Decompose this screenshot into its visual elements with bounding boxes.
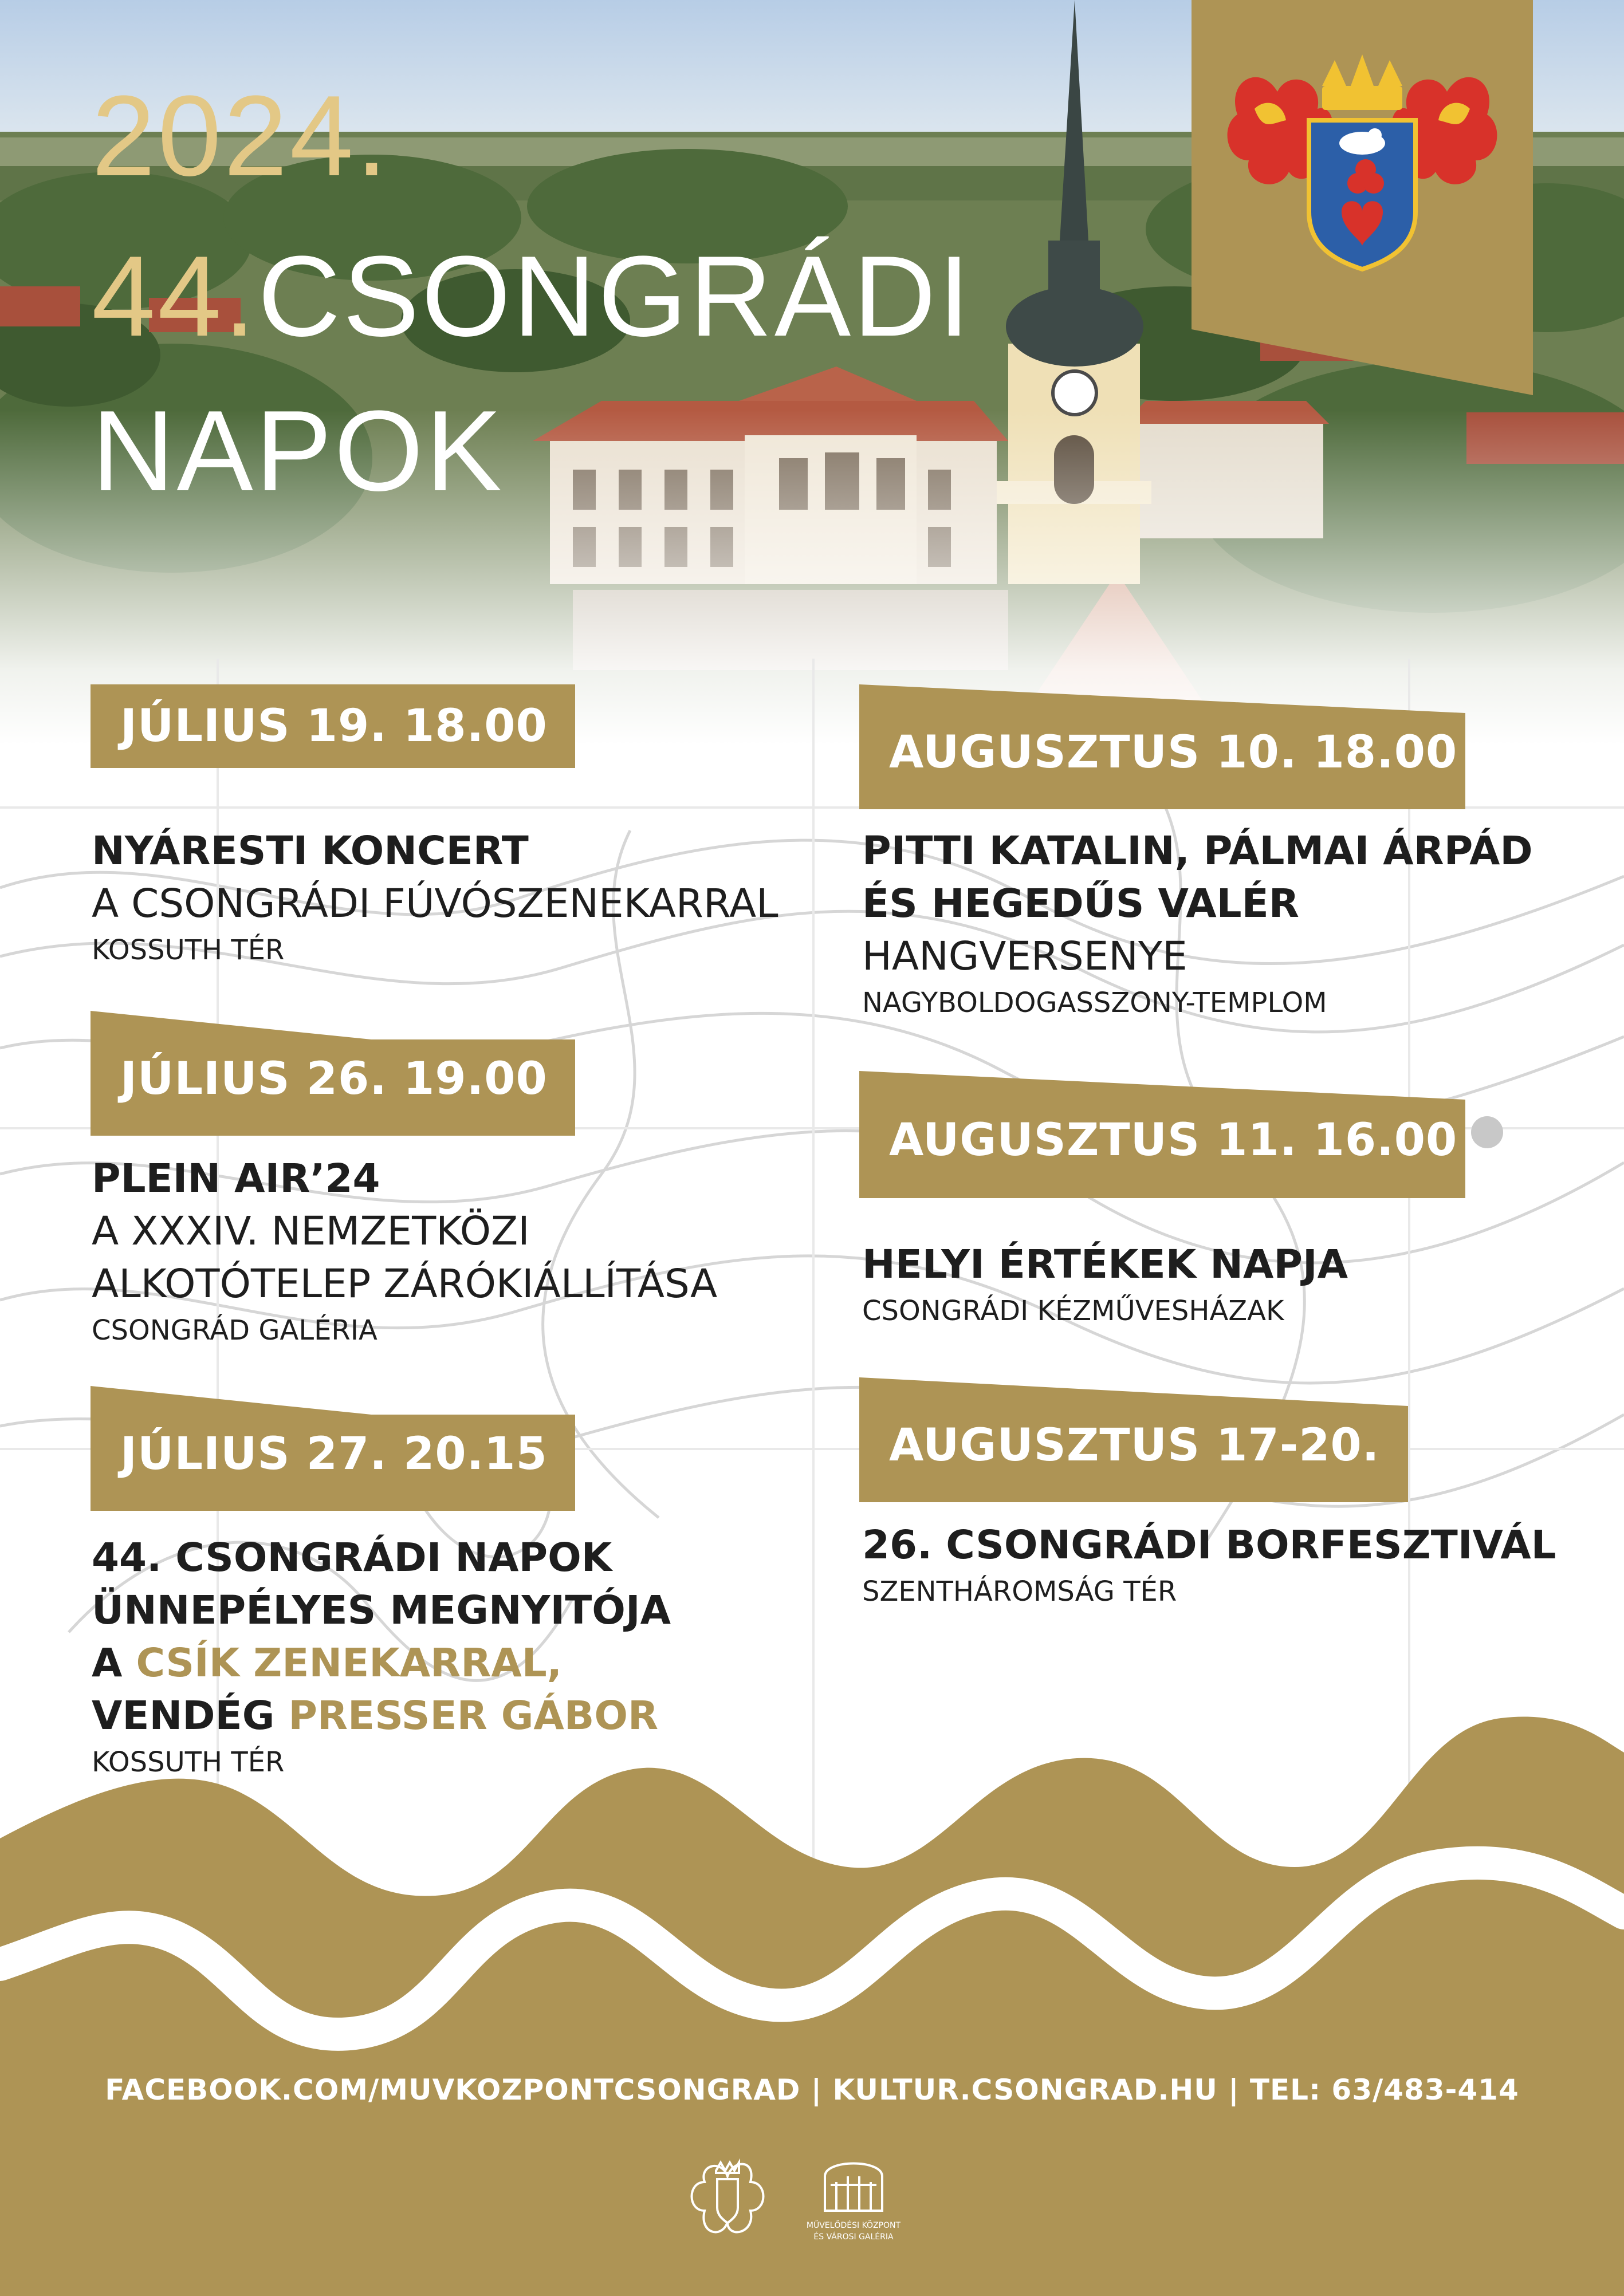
title-word: CSONGRÁDI: [258, 233, 973, 360]
event-venue: SZENTHÁROMSÁG TÉR: [862, 1576, 1177, 1608]
footer-contact: FACEBOOK.COM/MUVKOZPONTCSONGRAD | KULTUR.CSONGRAD.HU | TEL: 63/483-414: [105, 2073, 1519, 2106]
logo-caption-2: ÉS VÁROSI GALÉRIA: [813, 2232, 894, 2242]
coat-of-arms-panel: [1192, 0, 1533, 395]
event-subtitle: ALKOTÓTELEP ZÁRÓKIÁLLÍTÁSA: [92, 1261, 718, 1307]
event-title: ÜNNEPÉLYES MEGNYITÓJA: [92, 1588, 671, 1633]
date-banner-4: [859, 684, 1465, 809]
event-subtitle: HANGVERSENYE: [862, 934, 1187, 979]
footer-logos: [687, 2153, 951, 2251]
event-date: JÚLIUS 27. 20.15: [120, 1428, 548, 1480]
title-number: 44.: [92, 233, 258, 360]
event-6: [862, 1519, 1556, 1612]
event-title: 44. CSONGRÁDI NAPOK: [92, 1535, 612, 1581]
date-banner-2: [91, 1011, 575, 1136]
event-title: HELYI ÉRTÉKEK NAPJA: [862, 1242, 1348, 1287]
title-line-2: [92, 233, 973, 360]
coat-of-arms-icon: [1192, 0, 1533, 395]
date-banner-5: [859, 1071, 1465, 1198]
event-4: [862, 825, 1533, 1023]
cultural-center-logo-icon: [825, 2164, 882, 2211]
event-date: AUGUSZTUS 10. 18.00: [889, 727, 1458, 778]
event-title: 26. CSONGRÁDI BORFESZTIVÁL: [862, 1522, 1556, 1568]
event-date: JÚLIUS 19. 18.00: [120, 700, 548, 752]
title-line-3: NAPOK: [92, 387, 505, 515]
event-date: JÚLIUS 26. 19.00: [120, 1053, 548, 1105]
event-1: [92, 825, 778, 970]
event-date: AUGUSZTUS 11. 16.00: [889, 1114, 1458, 1166]
date-banner-6: [859, 1377, 1408, 1502]
town-crest-logo-icon: [692, 2163, 764, 2232]
event-venue: CSONGRÁDI KÉZMŰVESHÁZAK: [862, 1295, 1284, 1327]
event-line-3: [92, 1637, 671, 1689]
event-venue: CSONGRÁD GALÉRIA: [92, 1314, 378, 1346]
event-text: A: [92, 1640, 136, 1686]
logo-caption-1: MŰVELŐDÉSI KÖZPONT: [806, 2221, 901, 2230]
event-title: ÉS HEGEDŰS VALÉR: [862, 881, 1299, 927]
event-5: [862, 1238, 1348, 1331]
event-title: PLEIN AIR’24: [92, 1156, 380, 1202]
event-venue: KOSSUTH TÉR: [92, 934, 285, 966]
event-venue: KOSSUTH TÉR: [92, 1746, 285, 1778]
date-banner-1: [91, 684, 575, 768]
event-subtitle: A CSONGRÁDI FÚVÓSZENEKARRAL: [92, 881, 778, 927]
event-subtitle: A XXXIV. NEMZETKÖZI: [92, 1208, 530, 1254]
footer-logos-graphic: [687, 2153, 951, 2251]
event-title: NYÁRESTI KONCERT: [92, 828, 529, 874]
event-date: AUGUSZTUS 17-20.: [889, 1420, 1380, 1471]
title-year: 2024.: [92, 72, 390, 200]
event-highlight: PRESSER GÁBOR: [288, 1693, 659, 1739]
event-highlight: CSÍK ZENEKARRAL,: [136, 1640, 562, 1686]
event-text: VENDÉG: [92, 1693, 289, 1739]
event-venue: NAGYBOLDOGASSZONY-TEMPLOM: [862, 987, 1327, 1019]
event-2: [92, 1152, 717, 1350]
event-title: PITTI KATALIN, PÁLMAI ÁRPÁD: [862, 828, 1533, 874]
date-banner-3: [91, 1386, 575, 1511]
